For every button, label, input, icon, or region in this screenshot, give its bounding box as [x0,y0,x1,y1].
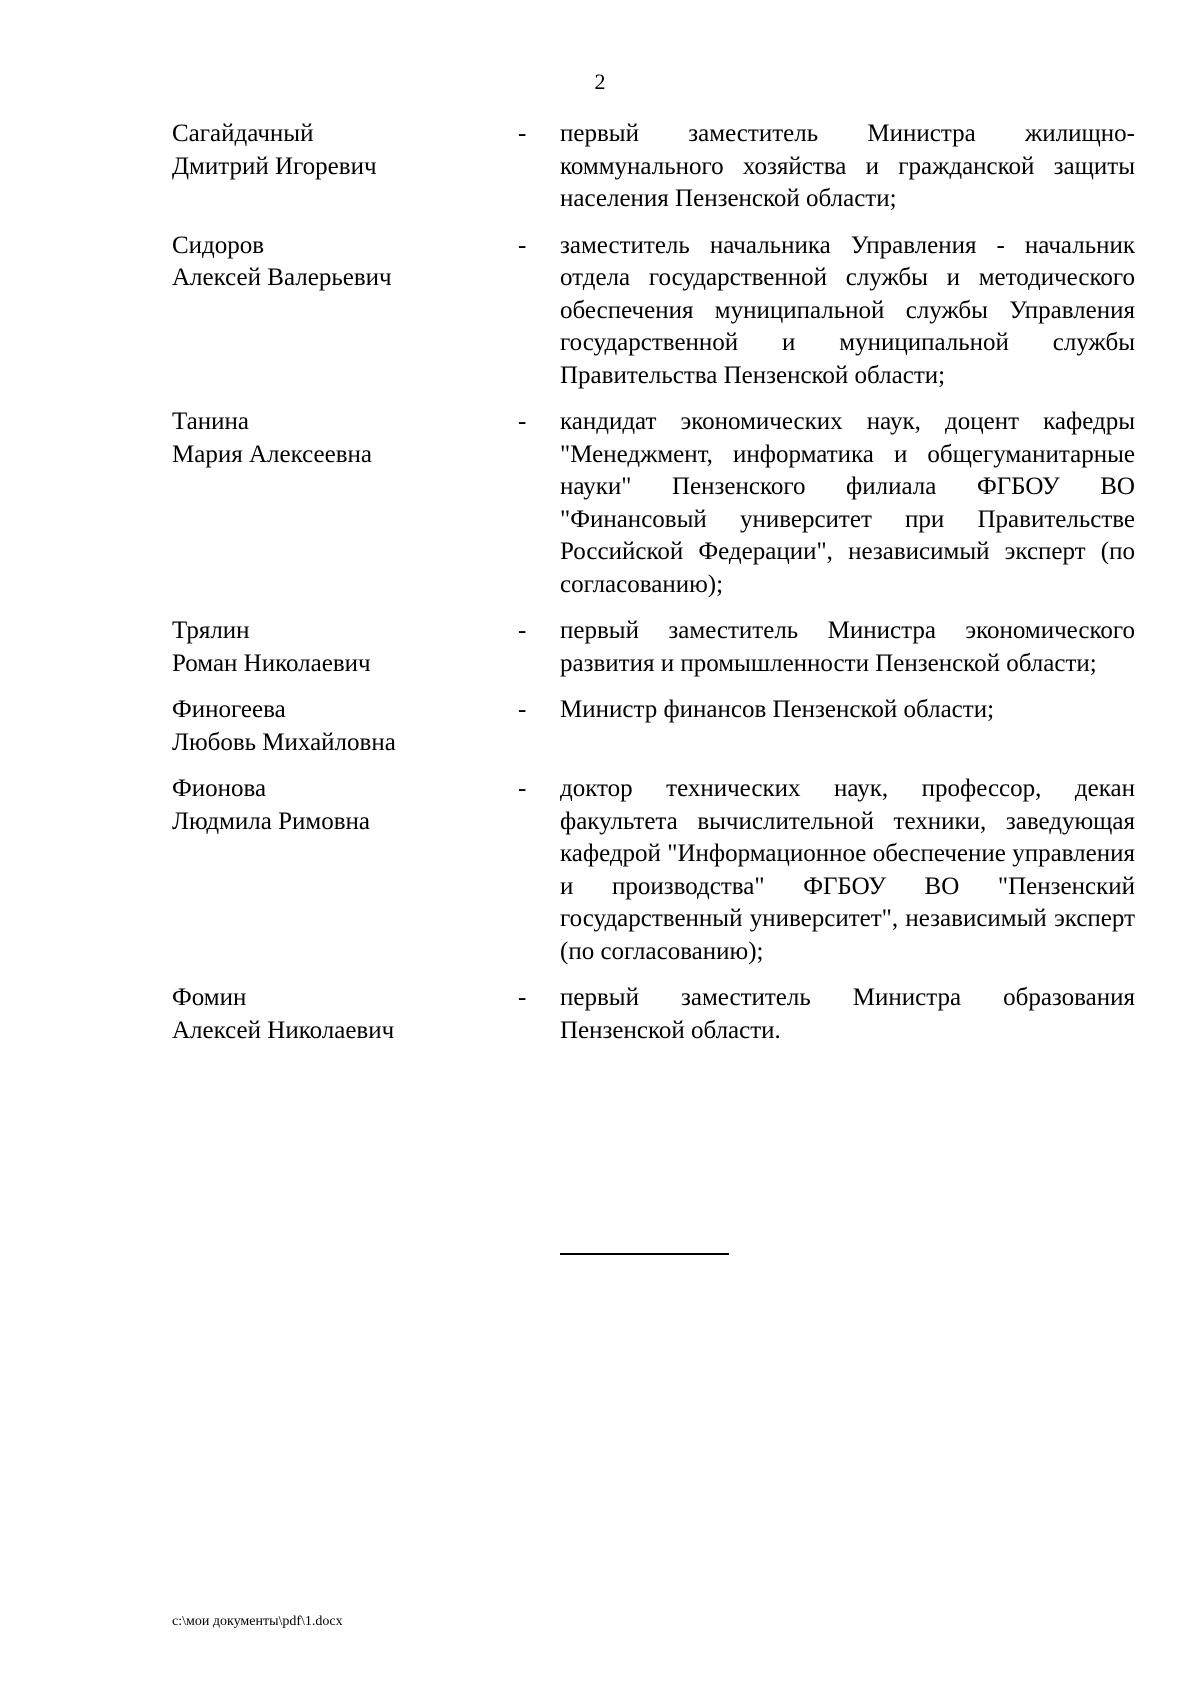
member-entry [172,615,1135,680]
member-name [172,773,518,968]
member-position: первый заместитель Министра экономического развития и промышленности Пензенской области; [560,617,1135,677]
member-name [172,982,518,1047]
separator-dash: - [518,696,527,723]
member-entry [172,773,1135,968]
member-given-names: Мария Алексеевна [172,440,372,468]
member-given-names: Роман Николаевич [172,649,371,677]
member-entry [172,406,1135,601]
member-surname: Сидоров [172,231,265,259]
member-surname: Финогеева [172,696,286,723]
separator-dash: - [518,120,527,147]
member-position: Министр финансов Пензенской области; [560,696,995,723]
member-entry [172,694,1135,759]
member-position: кандидат экономических наук, доцент кафедры "Менеджмент, информатика и общегуманитарные науки" Пензенского филиала ФГБОУ ВО "Финансовый университет при Правительстве Российской Федерации", независимый эксперт (по согласованию); [560,408,1135,598]
member-given-names: Дмитрий Игоревич [172,152,377,180]
member-position: доктор технических наук, профессор, декан факультета вычислительной техники, заведующая кафедрой "Информационное обеспечение управления и производства" ФГБОУ ВО "Пензенский государственный университет", независимый эксперт (по согласованию); [560,775,1135,965]
member-name [172,230,518,393]
member-entry [172,118,1135,216]
separator-dash: - [518,617,527,644]
separator-dash: - [518,984,527,1011]
member-given-names: Людмила Римовна [172,807,370,835]
separator-dash: - [518,775,527,802]
member-name [172,694,518,759]
member-list [172,118,1135,1061]
member-position: первый заместитель Министра образования Пензенской области. [560,984,1135,1044]
member-name [172,615,518,680]
separator-dash: - [518,408,527,435]
member-name [172,118,518,216]
page-number: 2 [594,69,606,94]
member-position: заместитель начальника Управления - начальник отдела государственной службы и методического обеспечения муниципальной службы Управления государственной и муниципальной службы Правительства Пензенской области; [560,231,1135,389]
footer-file-path: c:\мои документы\pdf\1.docx [172,1614,343,1629]
member-surname: Фионова [172,775,267,802]
closing-rule [560,1253,729,1255]
member-surname: Трялин [172,617,250,644]
member-given-names: Алексей Валерьевич [172,264,392,291]
member-surname: Фомин [172,984,247,1011]
member-name [172,406,518,601]
member-surname: Сагайдачный [172,120,314,147]
member-entry [172,230,1135,393]
member-given-names: Алексей Николаевич [172,1016,395,1044]
member-position: первый заместитель Министра жилищно-коммунального хозяйства и гражданской защиты населения Пензенской области; [560,120,1135,212]
member-surname: Танина [172,408,249,435]
member-entry [172,982,1135,1047]
member-given-names: Любовь Михайловна [172,728,396,756]
separator-dash: - [518,231,527,259]
